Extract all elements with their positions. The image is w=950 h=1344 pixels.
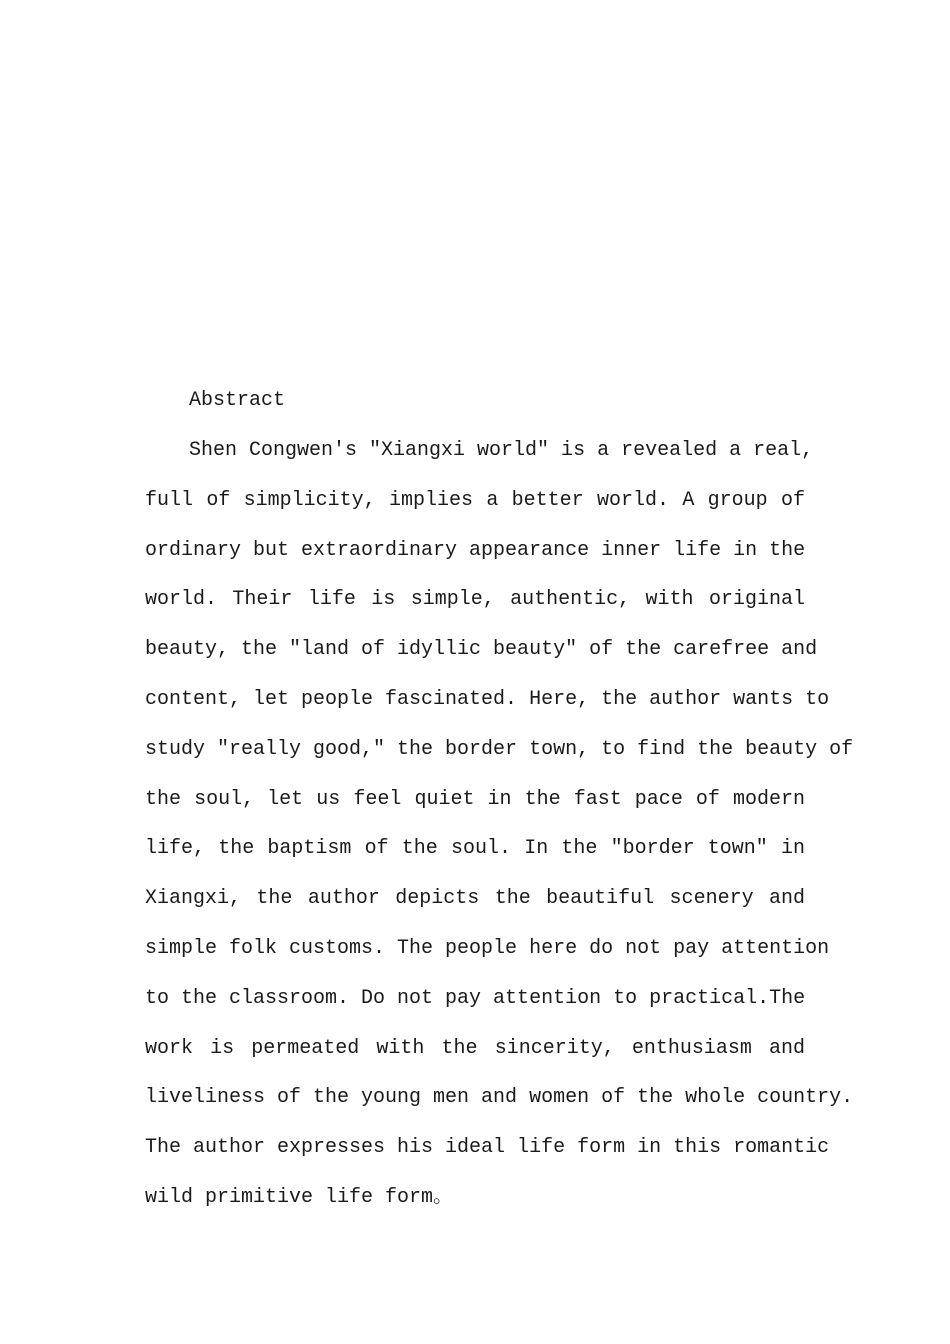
abstract-body [145,426,854,1223]
body-line: to the classroom. Do not pay attention to practical.The [145,986,806,1010]
body-line: The author expresses his ideal life form in this romantic [145,1136,830,1160]
body-line: beauty, the "land of idyllic beauty" of the carefree and [145,638,818,662]
body-line: the soul, let us feel quiet in the fast pace of modern [145,787,805,811]
body-line: Xiangxi, the author depicts the beautiful scenery and [145,887,805,911]
body-line: liveliness of the young men and women of the whole country. [145,1086,854,1110]
body-line: study "really good," the border town, to find the beauty of [145,737,854,761]
body-line: Shen Congwen's "Xiangxi world" is a revealed a real, [189,439,814,462]
body-line: wild primitive life form。 [145,1185,454,1209]
abstract-section [145,376,854,1223]
body-line: content, let people fascinated. Here, the author wants to [145,687,830,711]
body-line: simple folk customs. The people here do not pay attention [145,936,830,960]
body-line: world. Their life is simple, authentic, with original [145,588,805,612]
body-line: work is permeated with the sincerity, enthusiasm and [145,1036,805,1060]
body-line: full of simplicity, implies a better world. A group of [145,488,805,512]
body-line: life, the baptism of the soul. In the "border town" in [145,837,805,861]
body-line: ordinary but extraordinary appearance inner life in the [145,538,806,562]
abstract-heading: Abstract [189,389,286,412]
